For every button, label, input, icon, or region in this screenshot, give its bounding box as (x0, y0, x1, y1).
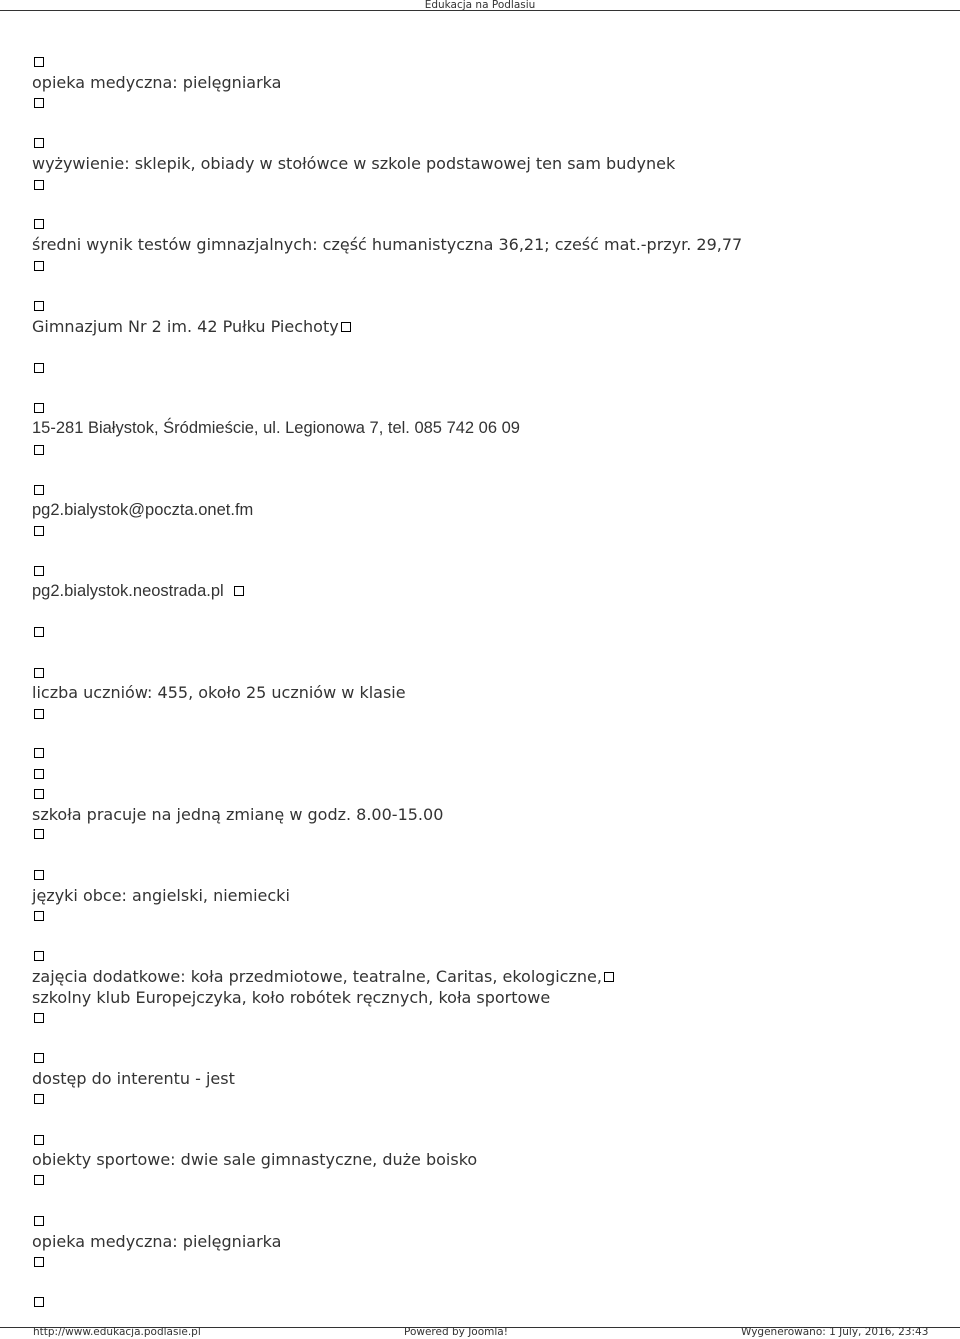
footer-generated-date: Wygenerowano: 1 July, 2016, 23:43 (741, 1326, 929, 1338)
placeholder-box-icon (34, 1094, 44, 1104)
placeholder-box-icon (341, 322, 351, 332)
placeholder-box-icon (34, 138, 44, 148)
placeholder-box-icon (34, 1135, 44, 1145)
text-line-sports-facilities: obiekty sportowe: dwie sale gimnastyczne, duże boisko (32, 1150, 478, 1169)
placeholder-box-icon (34, 180, 44, 190)
placeholder-box-icon (34, 1216, 44, 1226)
placeholder-box-icon (604, 972, 614, 982)
text-line-medical-care: opieka medyczna: pielęgniarka (32, 73, 282, 92)
page-header (0, 0, 960, 11)
footer-url: http://www.edukacja.podlasie.pl (33, 1326, 201, 1338)
placeholder-box-icon (34, 1053, 44, 1063)
placeholder-box-icon (34, 1175, 44, 1185)
text-line-catering: wyżywienie: sklepik, obiady w stołówce w szkole podstawowej ten sam budynek (32, 154, 676, 173)
text-line-medical-care-repeat: opieka medyczna: pielęgniarka (32, 1232, 282, 1251)
placeholder-box-icon (34, 748, 44, 758)
placeholder-box-icon (34, 870, 44, 880)
placeholder-box-icon (34, 261, 44, 271)
placeholder-box-icon (34, 668, 44, 678)
placeholder-box-icon (34, 485, 44, 495)
page-footer (0, 1327, 960, 1339)
placeholder-box-icon (34, 1297, 44, 1307)
email-address: pg2.bialystok@poczta.onet.fm (32, 501, 254, 519)
text-line-school-name (32, 317, 351, 337)
placeholder-box-icon (34, 911, 44, 921)
activities-text: zajęcia dodatkowe: koła przedmiotowe, teatralne, Caritas, ekologiczne, (32, 967, 602, 986)
placeholder-box-icon (34, 566, 44, 576)
text-line-address: 15-281 Białystok, Śródmieście, ul. Legionowa 7, tel. 085 742 06 09 (32, 419, 520, 437)
text-line-activities (32, 967, 614, 987)
text-line-students: liczba uczniów: 455, około 25 uczniów w klasie (32, 683, 406, 702)
text-line-internet: dostęp do interentu - jest (32, 1069, 235, 1088)
school-name-text: Gimnazjum Nr 2 im. 42 Pułku Piechoty (32, 317, 339, 336)
placeholder-box-icon (34, 769, 44, 779)
placeholder-box-icon (34, 403, 44, 413)
placeholder-box-icon (34, 363, 44, 373)
placeholder-box-icon (34, 1013, 44, 1023)
website-address: pg2.bialystok.neostrada.pl (32, 582, 224, 600)
placeholder-box-icon (34, 219, 44, 229)
placeholder-box-icon (34, 709, 44, 719)
placeholder-box-icon (34, 445, 44, 455)
placeholder-box-icon (34, 98, 44, 108)
text-line-test-results: średni wynik testów gimnazjalnych: część humanistyczna 36,21; cześć mat.-przyr. 29,77 (32, 235, 743, 254)
placeholder-box-icon (34, 1257, 44, 1267)
text-line-website (32, 581, 244, 601)
text-line-shift: szkoła pracuje na jedną zmianę w godz. 8.00-15.00 (32, 805, 444, 824)
placeholder-box-icon (34, 951, 44, 961)
text-line-activities-continued: szkolny klub Europejczyka, koło robótek ręcznych, koła sportowe (32, 988, 551, 1007)
placeholder-box-icon (34, 627, 44, 637)
site-title: Edukacja na Podlasiu (424, 0, 536, 11)
placeholder-box-icon (34, 57, 44, 67)
placeholder-box-icon (34, 301, 44, 311)
placeholder-box-icon (34, 526, 44, 536)
placeholder-box-icon (34, 829, 44, 839)
footer-powered-by: Powered by Joomla! (404, 1326, 508, 1338)
placeholder-box-icon (234, 586, 244, 596)
text-line-languages: języki obce: angielski, niemiecki (32, 886, 290, 905)
placeholder-box-icon (34, 789, 44, 799)
